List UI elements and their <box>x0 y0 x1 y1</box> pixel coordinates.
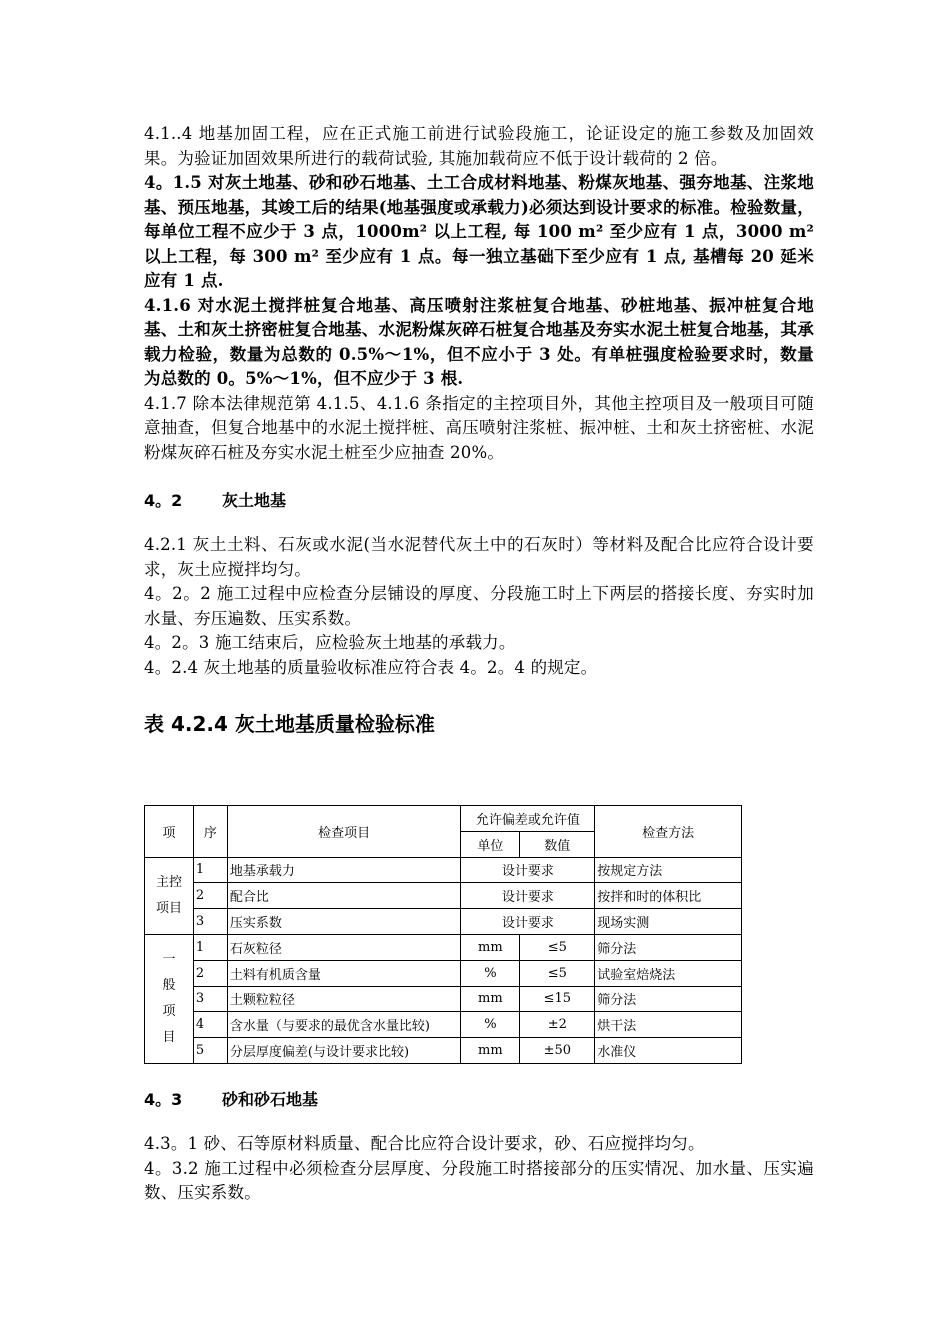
value-cell: ±50 <box>520 1038 595 1064</box>
table-row <box>145 986 742 1012</box>
table-row <box>145 1038 742 1064</box>
quality-standard-table <box>144 805 742 1064</box>
seq-cell: 4 <box>193 1012 227 1038</box>
clause-4-2-3: 4。2。3 施工结束后，应检验灰土地基的承载力。 <box>144 633 516 652</box>
table-row <box>145 934 742 960</box>
unit-cell: % <box>461 960 520 986</box>
method-cell: 按拌和时的体积比 <box>595 883 742 909</box>
document-body-lower <box>144 1088 814 1206</box>
clause-4-1-6: 4.1.6 对水泥土搅拌桩复合地基、高压喷射注浆桩复合地基、砂桩地基、振冲桩复合地基、土和灰土挤密桩复合地基、水泥粉煤灰碎石桩复合地基及夯实水泥土桩复合地基，其承载力检验，数量为总数的 0.5%～1%，但不应小于 3 处。有单桩强度检验要求时，数量为总数的 0。5%～1%，但不应少于 3 根. <box>144 295 814 388</box>
table-header-row <box>145 806 742 832</box>
check-item-cell: 土颗粒粒径 <box>227 986 461 1012</box>
header-check-item: 检查项目 <box>227 806 461 858</box>
check-item-cell: 分层厚度偏差(与设计要求比较) <box>227 1038 461 1064</box>
header-method: 检查方法 <box>595 806 742 858</box>
unit-cell: mm <box>461 986 520 1012</box>
clause-4-3-2: 4。3.2 施工过程中必须检查分层厚度、分段施工时搭接部分的压实情况、加水量、压实遍数、压实系数。 <box>144 1158 814 1202</box>
value-cell: ±2 <box>520 1012 595 1038</box>
header-unit: 单位 <box>461 831 520 857</box>
unit-cell: mm <box>461 934 520 960</box>
clause-4-2-2: 4。2。2 施工过程中应检查分层铺设的厚度、分段施工时上下两层的搭接长度、夯实时加水量、夯压遍数、压实系数。 <box>144 584 814 628</box>
clause-4-1-5: 4。1.5 对灰土地基、砂和砂石地基、土工合成材料地基、粉煤灰地基、强夯地基、注浆地基、预压地基，其竣工后的结果(地基强度或承载力)必须达到设计要求的标准。检验数量，每单位工程不应少于 3 点，1000m² 以上工程, 每 100 m² 至少应有 1 点，3000 m² 以上工程，每 300 m² 至少应有 1 点。每一独立基础下至少应有 1 点, 基槽每 20 延米应有 1 点. <box>144 173 814 290</box>
section-number: 4。3 <box>144 1090 183 1109</box>
clause-4-2-4: 4。2.4 灰土地基的质量验收标准应符合表 4。2。4 的规定。 <box>144 657 598 677</box>
table-title: 表 4.2.4 灰土地基质量检验标准 <box>144 712 435 736</box>
clause-4-2-1: 4.2.1 灰土土料、石灰或水泥(当水泥替代灰土中的石灰时）等材料及配合比应符合设计要求，灰土应搅拌均匀。 <box>144 535 814 579</box>
table-row <box>145 960 742 986</box>
section-heading-4-2 <box>144 489 814 513</box>
check-item-cell: 地基承载力 <box>227 857 461 883</box>
section-heading-4-3 <box>144 1088 814 1112</box>
value-cell: ≤15 <box>520 986 595 1012</box>
requirement-cell: 设计要求 <box>461 909 595 935</box>
group-general: 一 般 项 目 <box>145 934 194 1063</box>
table-row <box>145 883 742 909</box>
section-title: 灰土地基 <box>222 491 287 510</box>
header-seq: 序 <box>193 806 227 858</box>
clause-4-3-1: 4.3。1 砂、石等原材料质量、配合比应符合设计要求，砂、石应搅拌均匀。 <box>144 1134 705 1153</box>
value-cell: ≤5 <box>520 960 595 986</box>
clause-4-1-4: 4.1..4 地基加固工程，应在正式施工前进行试验段施工，论证设定的施工参数及加固效果。为验证加固效果所进行的载荷试验, 其施加载荷应不低于设计载荷的 2 倍。 <box>144 124 814 168</box>
requirement-cell: 设计要求 <box>461 883 595 909</box>
method-cell: 现场实测 <box>595 909 742 935</box>
group-main: 主控 项目 <box>145 857 194 934</box>
check-item-cell: 压实系数 <box>227 909 461 935</box>
check-item-cell: 土料有机质含量 <box>227 960 461 986</box>
seq-cell: 3 <box>193 986 227 1012</box>
clause-4-1-7: 4.1.7 除本法律规范第 4.1.5、4.1.6 条指定的主控项目外，其他主控项目及一般项目可随意抽查，但复合地基中的水泥土搅拌桩、高压喷射注浆桩、振冲桩、土和灰土挤密桩、水泥粉煤灰碎石桩及夯实水泥土桩至少应抽查 20%。 <box>144 393 814 462</box>
unit-cell: % <box>461 1012 520 1038</box>
table-row <box>145 909 742 935</box>
seq-cell: 1 <box>193 857 227 883</box>
table-row <box>145 857 742 883</box>
method-cell: 试验室焙烧法 <box>595 960 742 986</box>
seq-cell: 5 <box>193 1038 227 1064</box>
check-item-cell: 含水量（与要求的最优含水量比较) <box>227 1012 461 1038</box>
method-cell: 烘干法 <box>595 1012 742 1038</box>
method-cell: 按规定方法 <box>595 857 742 883</box>
unit-cell: mm <box>461 1038 520 1064</box>
check-item-cell: 配合比 <box>227 883 461 909</box>
seq-cell: 2 <box>193 883 227 909</box>
method-cell: 筛分法 <box>595 934 742 960</box>
seq-cell: 3 <box>193 909 227 935</box>
section-title: 砂和砂石地基 <box>222 1090 319 1109</box>
seq-cell: 2 <box>193 960 227 986</box>
header-tolerance: 允许偏差或允许值 <box>461 806 595 832</box>
value-cell: ≤5 <box>520 934 595 960</box>
header-item: 项 <box>145 806 194 858</box>
requirement-cell: 设计要求 <box>461 857 595 883</box>
check-item-cell: 石灰粒径 <box>227 934 461 960</box>
table-row <box>145 1012 742 1038</box>
section-number: 4。2 <box>144 491 183 510</box>
header-value: 数值 <box>520 831 595 857</box>
seq-cell: 1 <box>193 934 227 960</box>
document-body <box>144 122 814 738</box>
method-cell: 水准仪 <box>595 1038 742 1064</box>
method-cell: 筛分法 <box>595 986 742 1012</box>
